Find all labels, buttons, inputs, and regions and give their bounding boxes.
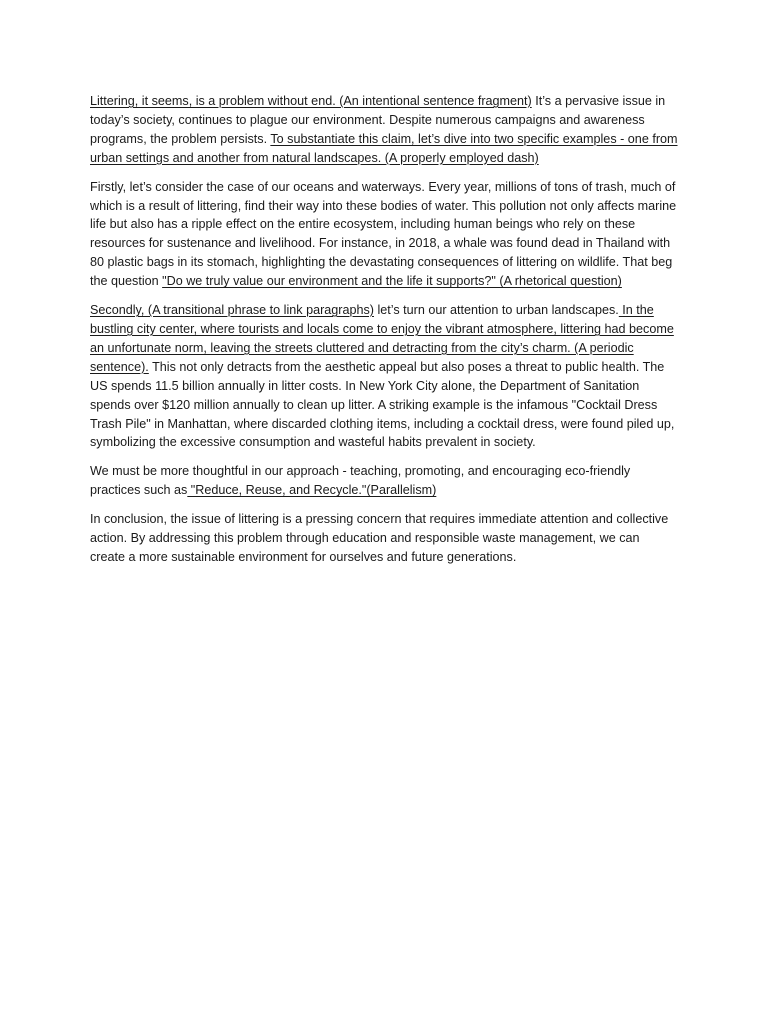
underlined-annotation: To substantiate this claim, let’s dive into two specific examples - one from urban settings and another from natural landscapes. (A properly employed dash) [90, 131, 678, 165]
document-body [90, 92, 678, 577]
paragraph-oceans [90, 178, 678, 291]
body-text: We must be more thoughtful in our approach - teaching, promoting, and encouraging eco-friendly practices such as [90, 464, 631, 498]
body-text: let’s turn our attention to urban landscapes. [373, 303, 619, 318]
paragraph-intro [90, 92, 678, 168]
body-text: It’s a pervasive issue in today’s society, continues to plague our environment. Despite numerous campaigns and awareness programs, the problem persists. [90, 94, 666, 146]
body-text: In conclusion, the issue of littering is a pressing concern that requires immediate attention and collective action. By addressing this problem through education and responsible waste management, we can create a more sustainable environment for ourselves and future generations. [90, 512, 669, 564]
body-text: Firstly, let’s consider the case of our oceans and waterways. Every year, millions of tons of trash, much of which is a result of littering, find their way into these bodies of water. This pollution not only affects marine life but also has a ripple effect on the entire ecosystem, including human beings who rely on these resources for sustenance and livelihood. For instance, in 2018, a whale was found dead in Thailand with 80 plastic bags in its stomach, highlighting the devastating consequences of littering on wildlife. That beg the question [90, 179, 677, 289]
paragraph-urban [90, 301, 678, 452]
underlined-annotation: Secondly, (A transitional phrase to link paragraphs) [90, 303, 374, 318]
underlined-annotation: "Reduce, Reuse, and Recycle."(Parallelism) [187, 483, 437, 498]
underlined-annotation: In the bustling city center, where tourists and locals come to enjoy the vibrant atmosphere, littering had become an unfortunate norm, leaving the streets cluttered and detracting from the city’s charm. (A periodic sentence). [90, 303, 674, 374]
underlined-annotation: "Do we truly value our environment and the life it supports?" (A rhetorical question) [162, 274, 622, 289]
underlined-annotation: Littering, it seems, is a problem without end. (An intentional sentence fragment) [90, 94, 532, 108]
paragraph-approach [90, 462, 678, 500]
body-text: This not only detracts from the aesthetic appeal but also poses a threat to public health. The US spends 11.5 billion annually in litter costs. In New York City alone, the Department of Sanitation spends over $120 million annually to clean up litter. A striking example is the infamous "Cocktail Dress Trash Pile" in Manhattan, where discarded clothing items, including a cocktail dress, were found piled up, symbolizing the excessive consumption and wasteful habits prevalent in society. [90, 359, 675, 450]
paragraph-conclusion [90, 510, 678, 567]
